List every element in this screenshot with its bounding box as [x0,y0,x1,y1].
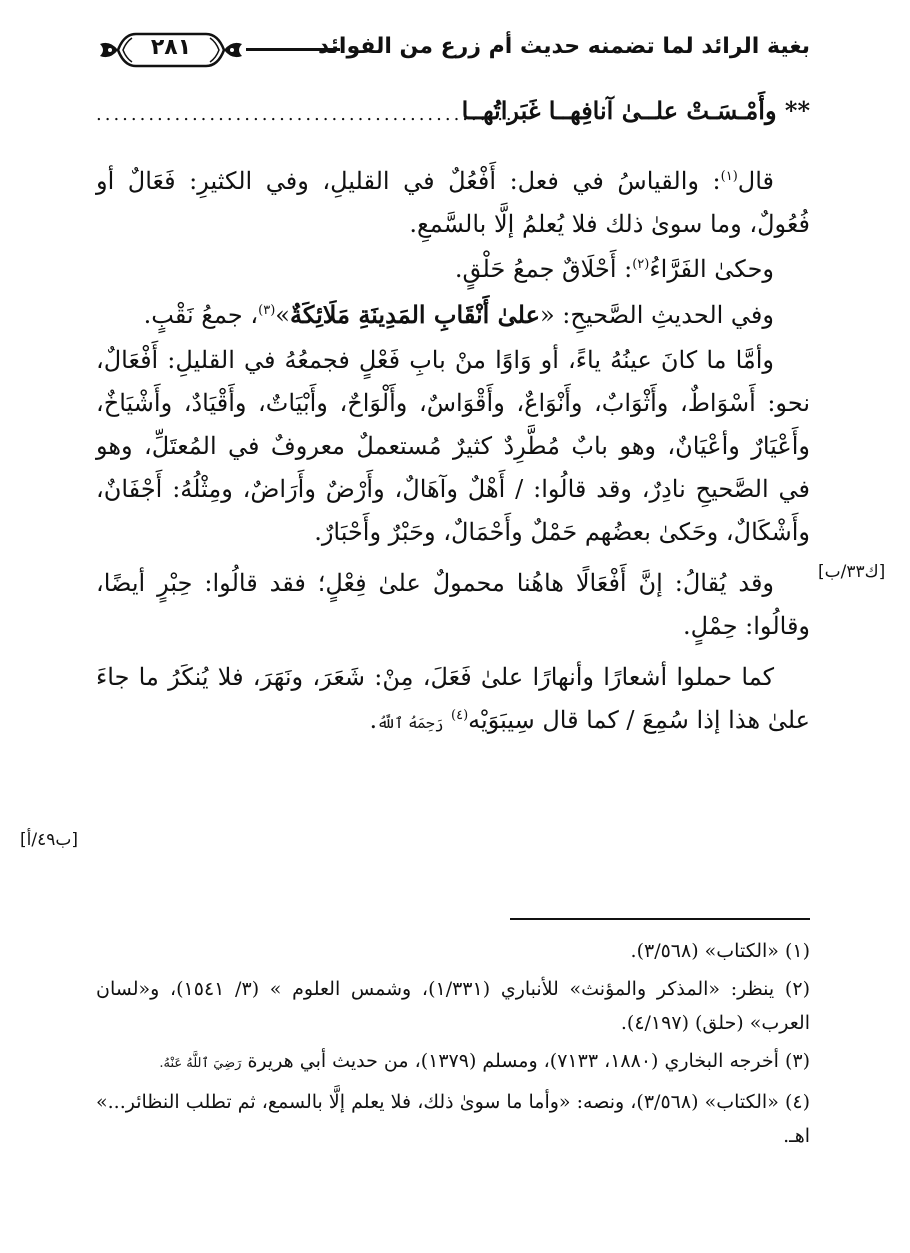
page-number: ٢٨١ [150,35,192,60]
paragraph-6: كما حملوا أشعارًا وأنهارًا علىٰ فَعَلَ، مِنْ: شَعَرَ، ونَهَرَ، فلا يُنكَرُ ما جاءَ علىٰ هذا إذا سُمِعَ / كما قال سِيبَوَيْه$^{(٤)}$ رَحِمَهُ ٱللَّهُ. [96,663,810,734]
footnote-honorific: رَضِيَ ٱللَّهُ عَنْهُ. [159,1056,242,1071]
footnote-4: (٤) «الكتاب» (٣/٥٦٨)، ونصه: «وأما ما سوىٰ ذلك، فلا يعلم إلَّا بالسمع، ثم تطلب النظائر...» اهـ. [96,1091,811,1147]
footnote-ref-1[interactable]: (١) [720,169,738,184]
footnotes [96,934,810,1157]
footnote-2: (٢) ينظر: «المذكر والمؤنث» للأنباري (١/٣٣١)، وشمس العلوم » (٣/ ١٥٤١)، و«لسان العرب» (حلق) (٤/١٩٧). [96,978,810,1034]
footnote-3: (٣) أخرجه البخاري (١٨٨٠، ٧١٣٣)، ومسلم (١٣٧٩)، من حديث أبي هريرة رَضِيَ ٱللَّهُ عَنْهُ. [159,1050,810,1072]
paragraph-3: وفي الحديثِ الصَّحيحِ: «علىٰ أَنْقَابِ المَدِينَةِ مَلَائِكَةٌ»$^{(٣)}$، جمعُ نَقْبٍ. [143,300,774,329]
margin-note-manuscript-k: [ك٣٣/ب] [818,562,886,582]
footnote-ref-4[interactable]: (٤) [451,708,469,723]
verse-text: ** وأَمْـسَـتْ علــىٰ آنافِهــا غَبَراتُهــا [461,96,810,125]
paragraph-5: وقد يُقالُ: إنَّ أَفْعَالًا هاهُنا محمولٌ علىٰ فِعْلٍ؛ فقد قالُوا: حِبْرٍ أيضًا، وقالُوا: حِمْلٍ. [96,569,810,640]
footnote-ref-2[interactable]: (٢) [632,257,650,272]
page-header [96,28,810,72]
main-text [96,160,810,753]
page-number-ornament [96,28,246,72]
honorific: رَحِمَهُ ٱللَّهُ [377,714,444,732]
hadith-quote: علىٰ أَنْقَابِ المَدِينَةِ مَلَائِكَةٌ [289,300,540,329]
footnote-ref-3[interactable]: (٣) [258,303,276,318]
verse-dotted-leader: ................................................ [96,104,515,125]
paragraph-2: وحكىٰ الفَرَّاءُ$^{(٢)}$: أَحْلَاقٌ جمعُ حَلْقٍ. [454,255,774,283]
verse-line [96,96,810,136]
footnote-separator [510,918,810,920]
paragraph-1: قال$^{(١)}$: والقياسُ في فعل: أَفْعُلٌ في القليلِ، وفي الكثيرِ: فَعَالٌ أو فُعُولٌ، وما سوىٰ ذلك فلا يُعلمُ إلَّا بالسَّمعِ. [96,167,810,238]
header-rule [246,48,340,51]
running-title: بغية الرائد لما تضمنه حديث أم زرع من الفوائد [317,34,810,59]
margin-note-manuscript-b: [ب٤٩/أ] [20,830,79,850]
paragraph-4: وأمَّا ما كانَ عينُهُ ياءً، أو وَاوًا منْ بابِ فَعْلٍ فجمعُهُ في القليلِ: أَفْعَالٌ، نحو: أَسْوَاطٌ، وأَثْوَابٌ، وأَنْوَاعٌ، وأَقْوَاسٌ، وأَلْوَاحٌ، وأَبْيَاتٌ، وأَقْيَادٌ، وأَشْيَاخٌ، وأَعْيَارٌ وأعْيَانٌ، وهو بابٌ مُطَّرِدٌ كثيرٌ مُستعملٌ معروفٌ في المُعتَلِّ، وهو في الصَّحيحِ نادِرٌ، وقد قالُوا: / أَهْلٌ وآهَالٌ، وأَرْضٌ وأَرَاضٌ، ومِثْلُهُ: أَجْفَانٌ، وأَشْكَالٌ، وحَكىٰ بعضُهم حَمْلٌ وأَحْمَالٌ، وحَبْرٌ وأَحْبَارٌ. [96,346,810,546]
footnote-1: (١) «الكتاب» (٣/٥٦٨). [630,940,810,962]
